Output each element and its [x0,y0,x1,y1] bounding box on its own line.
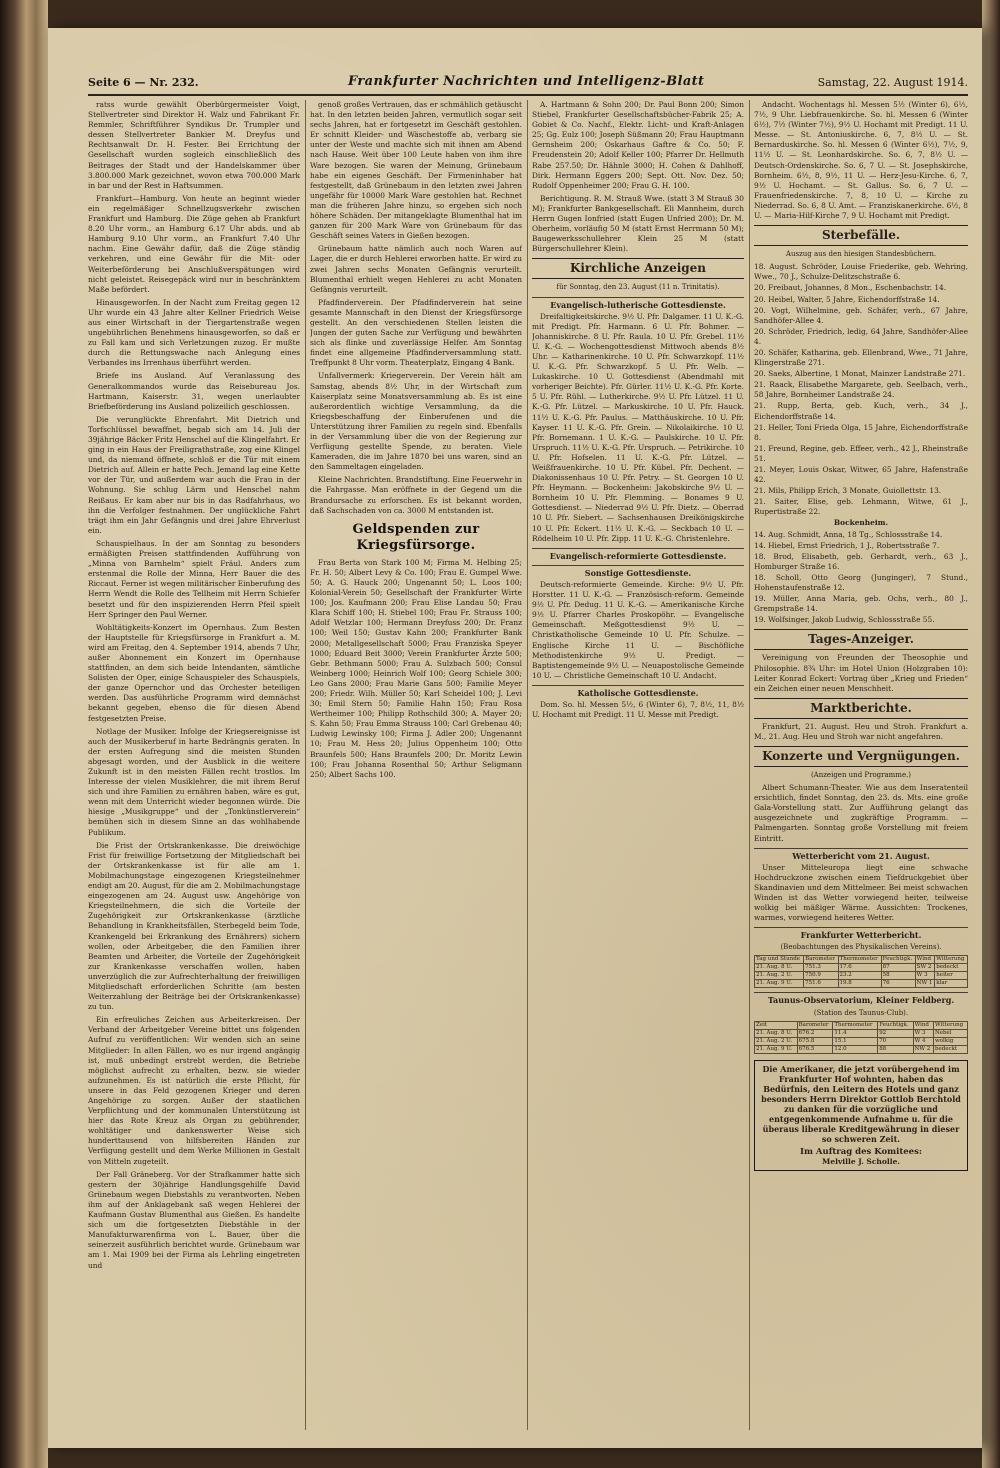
subsection-title: Taunus-Observatorium, Kleiner Feldberg. [754,992,968,1005]
article-paragraph: Briefe ins Ausland. Auf Veranlassung des Generalkommandos wurde das Reisebureau Jos. Hartmann, Kaiserstr. 31, wegen unerlaubter Briefbeförderung ins Ausland polizeilich geschlossen. [88,371,300,411]
death-notice: 20. Freibaut, Johannes, 8 Mon., Eschenbachstr. 14. [754,283,947,293]
death-notice: 21. Raack, Elisabethe Margarete, geb. Seelbach, verh., 58 Jahre, Bornheimer Landstraße 24. [754,380,968,400]
table-cell: 11.4 [833,1029,878,1037]
table-cell: SW 2 [915,964,935,972]
column-3 [532,100,744,1430]
table-row [755,1037,968,1045]
table-cell: Nebel [933,1029,967,1037]
table-cell: wolkig [933,1037,967,1045]
table-cell: 21. Aug. 9 U. [755,980,804,988]
page-number: Seite 6 — Nr. 232. [88,76,199,89]
death-notice: 21. Freund, Regine, geb. Effeer, verh., 42 J., Rheinstraße 51. [754,443,968,463]
column-divider [305,100,306,1430]
subsection-title: Evangelisch-reformierte Gottesdienste. [532,548,744,561]
section-title-tages-anzeiger: Tages-Anzeiger. [754,629,968,650]
church-listing: Dreifaltigkeitskirche. 9½ U. Pfr. Dalgamer. 11 U. K.-G. mit Predigt. Pfr. Harmann. 6 U. Pfr. Bohmer. — Johanniskirche. 8 U. Pfr. Raula. 10 U. Pfr. Grebel. 11½ U. K.-G. — Wochengottesdienst Mittwoch abends 8½ Uhr. — Katharinenkirche. 10 U. Pfr. Schwarzkopf. 11½ U. K.-G. Pfr. Schwarzkopf. 5 U. Pfr. Welb. — Lukaskirche. 10 U. Gottesdienst (Abendmahl mit vorheriger Beichte). Pfr. Gürler. 11½ U. K.-G. Pfr. Korte. 5 U. Pfr. Rühl. — Lutherkirche. 9½ U. Pfr. Lützel. 11 U. K.-G. Pfr. Lützel. — Markuskirche. 10 U. Pfr. Hauck. 11½ U. K.-G. Pfr. Paulus. — Matthäuskirche. 10 U. Pfr. Kayser. 11 U. K.-G. Pfr. Grein. — Nikolaikirche. 10 U. Pfr. Bornemann. 1 U. K.-G. — Paulskirche. 10 U. Pfr. Urspruch. 11½ U. K.-G. Pfr. Urspruch. — Petrikirche. 10 U. Pfr. Hofselen. 11 U. K.-G. Pfr. Lützel. — Weißfrauenkirche. 10 U. Pfr. Kübel. Pfr. Dechent. — Diakonissenhaus 10 U. Pfr. Petry. — St. Georgen 10 U. Pfr. Heymann. — Bockenheim: Jakobskirche 9½ U. — Bornheim 10 U. Pfr. Flemming. — Bonames 9 U. Gottesdienst. — Niederrad 9½ U. Pfr. Dietz. — Oberrad 10 U. Pfr. Siebert. — Sachsenhausen Dreikönigskirche 10 U. Pfr. Eckert. 11½ U. K.-G. — Seckbach 10 U. — Rödelheim 10 U. Pfr. Zipp. 11 U. K.-G. Christenlehre. [532,311,744,543]
death-notice: 18. Scholl, Otto Georg (Junginger), 7 Stund., Hohenstaufenstraße 12. [754,572,968,593]
table-cell: W 3 [915,972,935,980]
table-row [755,964,968,972]
table-cell: 21. Aug. 2 U. [755,972,804,980]
death-notice: 21. Mils, Philipp Erich, 3 Monate, Guiollettstr. 13. [754,486,942,496]
church-listing: Deutsch-reformierte Gemeinde. Kirche: 9½ U. Pfr. Horstter. 11 U. K.-G. — Französisch-reform. Gemeinde 9½ U. Pfr. Dedug. 11 U. K.-G. — Amerikanische Kirche 9½ U. Pfarrer Charles Proskopöhr. — Evangelische Gemeinschaft. Meßgottesdienst 9½ U. — Christkatholische Gemeinde 10 U. Pfr. Schulze. — Englische Kirche 11 U. — Bischöfliche Methodistenkirche 9½ U. Predigt. — Baptistengemeinde 9½ U. — Neuapostolische Gemeinde 10 U. — Christliche Gemeinschaft 10 U. Andacht. [532,579,744,680]
article-paragraph: Die Frist der Ortskrankenkasse. Die dreiwöchige Frist für freiwillige Fortsetzung der Mitgliedschaft bei der Ortskrankenkasse ist für alle am 1. Mobilmachungstage eingezogenen Kriegsteilnehmer endigt am 20. August, für die am 2. Mobilmachungstage eingezogenen am 24. August usw. Angehörige von Kriegsteilnehmern, die sich die Vorteile der Zugehörigkeit zur Ortskrankenkasse (ärztliche Behandlung in Krankheitsfällen, Sterbegeld beim Tode, Krankengeld bei Erkrankung des Ernährers) sichern wollen, oder Arbeitgeber, die den Familien ihrer Beamten und Arbeiter, die Vorteile der Zugehörigkeit zur Krankenkasse verschaffen wollen, haben unverzüglich die zur Aufrechterhaltung der freiwilligen Mitgliedschaft erforderlichen Schritte (am besten Weiterzahlung der Beiträge bei der Ortskrankenkasse) zu tun. [88,840,300,1012]
article-paragraph: Grünebaum hatte nämlich auch noch Waren auf Lager, die er durch Hehlerei erworben hatte. Er wird zu zwei Jahren sechs Monaten Gefängnis verurteilt. Blumenthal erhielt wegen Hehlerei zu acht Monaten Gefängnis verurteilt. [310,244,522,294]
weather-text: Unser Mitteleuropa liegt eine schwache Hochdruckzone zwischen einem Tiefdruckgebiet über Skandinavien und dem Mittelmeer. Bei meist schwachen Winden ist das Wetter vorwiegend heiter, teilweise wolkig bei mäßiger Wärme. Aussichten: Trockenes, warmes, vorwiegend heiteres Wetter. [754,862,968,923]
section-subtitle: (Anzeigen und Programme.) [810,770,912,779]
death-notice: 21. Rupp, Berta, geb. Kuch, verh., 34 J., Eichendorffstraße 14. [754,401,968,421]
table-cell: NW 2 [913,1045,933,1053]
table-cell: 676.2 [797,1029,833,1037]
section-title-kirchliche: Kirchliche Anzeigen [532,258,744,279]
table-cell: 676.5 [797,1045,833,1053]
article-paragraph: Schauspielhaus. In der am Sonntag zu besonders ermäßigten Preisen stattfindenden Aufführung von „Minna von Barnhelm“ spielt Fräul. Anders zum erstenmal die Rolle der Minna, Herr Bauer die des Riccaut. Ferner ist wegen militärischer Einberufung des Herrn Wendt die Rolle des Tellheim mit Herrn Schiefer besetzt und für den inspizierenden Herrn Pfeil spielt Herr Springer den Paul Werner. [88,538,300,619]
table-cell: W 3 [913,1029,933,1037]
subsection-title: Wetterbericht vom 21. August. [754,848,968,861]
section-subtitle: (Station des Taunus-Club). [813,1008,909,1017]
death-notice: 14. Aug. Schmidt, Anna, 18 Tg., Schlossstraße 14. [754,529,943,539]
page-header [88,74,968,94]
column-2 [310,100,522,1430]
article-paragraph: Frankfurt—Hamburg. Von heute an beginnt wieder ein regelmäßiger Schnellzugsverkehr zwischen Frankfurt und Hamburg. Die Züge gehen ab Frankfurt 8.20 Uhr vorm., an Hamburg 6.17 Uhr abds. und ab Hamburg 9.10 Uhr vorm., an Frankfurt 7.40 Uhr nachm. Eine Gewähr dafür, daß die Züge ständig verkehren, und eine Gewähr für die Mit- oder Weiterbeförderung bei Anschlußverspätungen wird nicht geleistet. Reisegepäck wird nur in beschränktem Maße befördert. [88,193,300,294]
section-title-konzerte: Konzerte und Vergnügungen. [754,746,968,767]
column-divider [749,100,750,1430]
table-cell: heiter [935,972,968,980]
death-notice: 14. Hiebel, Ernst Friedrich, 1 J., Robertsstraße 7. [754,540,940,550]
article-paragraph: Unfallvermerk: Kriegerverein. Der Verein hält am Samstag, abends 8½ Uhr, in der Wirtschaft zum Kaiserplatz seine Monatsversammlung ab. Es ist eine außerordentlich wichtige Versammlung, da die Kriegsbeschaffung der Einberufenen und die Unterstützung ihrer Familien zu regeln sind. Ebenfalls in der Versammlung über die von der Regierung zur Verfügung gestellte Spende, zu beraten. Viele Kameraden, die im Jahre 1870 bei uns waren, sind an den Sammeltagen eingeladen. [310,371,522,472]
death-notice: 20. Vogt, Wilhelmine, geb. Schäfer, verh., 67 Jahre, Sandhöfer-Allee 4. [754,305,968,325]
page-edge [982,0,1000,1468]
table-cell: Wind [915,956,935,964]
table-cell: 19.8 [838,980,881,988]
table-cell: Feuchtigk. [881,956,915,964]
table-row [755,972,968,980]
issue-date: Samstag, 22. August 1914. [817,76,968,89]
table-cell: bedeckt [935,964,968,972]
article-paragraph: Hinausgeworfen. In der Nacht zum Freitag gegen 12 Uhr wurde ein 43 Jahre alter Kellner Friedrich Weise aus einer Wirtschaft in der Tiergartenstraße wegen ungebührlichen Benehmens hinausgeworfen, so daß er zu Fall kam und sich Verletzungen zuzog. Er mußte durch die Rettungswache nach Anlegung eines Verbandes ins Irrenhaus überführt werden. [88,297,300,368]
death-notice: 20. Heibel, Walter, 5 Jahre, Eichendorffstraße 14. [754,294,940,304]
section-subtitle: (Beobachtungen des Physikalischen Vereins). [780,943,942,952]
subsection-title: Evangelisch-lutherische Gottesdienste. [532,297,744,310]
death-notice: 18. Brod, Elisabeth, geb. Gerhardt, verh., 63 J., Homburger Straße 16. [754,551,968,571]
column-1 [88,100,300,1430]
ad-signatory: Melville J. Scholle. [822,1156,900,1166]
table-cell: Witterung [933,1021,967,1029]
table-cell: Thermometer [838,956,881,964]
table-cell: NW 1 [915,980,935,988]
table-cell: W 4 [913,1037,933,1045]
table-cell: 15.1 [833,1037,878,1045]
table-cell: 76 [881,980,915,988]
death-notice: 19. Müller, Anna Maria, geb. Ochs, verh., 80 J., Grempstraße 14. [754,594,968,614]
column-4 [754,100,968,1430]
table-cell: 58 [881,972,915,980]
death-notice-list [754,262,968,625]
article-paragraph: Ein erfreuliches Zeichen aus Arbeiterkreisen. Der Verband der Arbeitgeber Vereine bittet uns folgenden Aufruf zu veröffentlichen: Wir wenden sich an seine Mitglieder: In allen Fällen, wo es nur irgend angängig ist, muß unbedingt erstrebt werden, die Betriebe möglichst aufrecht zu erhalten, bezw. sie wieder aufzunehmen. Es ist natürlich die erste Pflicht, für unsere in das Feld gezogenen Krieger und deren Angehörige zu sorgen. Außer der staatlichen Verpflichtung und der kommunalen Unterstützung ist hier das Rote Kreuz als Organ zu gebührender, wohltätiger und dankenswerter Weise sich hunderttausend von hilfsbereiten Händen zur Verfügung gestellt und dem Werke Millionen in Gestalt von Mitteln zugeteilt. [88,1015,300,1166]
death-notice: 19. Wolfsinger, Jakob Ludwig, Schlossstraße 55. [754,615,935,625]
death-notice: 20. Saeks, Albertine, 1 Monat, Mainzer Landstraße 271. [754,369,966,379]
market-report: Frankfurt, 21. August. Heu und Stroh. Frankfurt a. M., 21. Aug. Heu und Stroh war nicht angefahren. [754,721,968,741]
article-paragraph: Der Fall Gräneberg. Vor der Strafkammer hatte sich gestern der 30jährige Handlungsgehilfe David Grünebaum wegen Diebstahls zu verantworten. Neben ihm auf der Anklagebank saß wegen Hehlerei der Kaufmann Gustav Blumenthal aus Gießen. Es handelte sich um die fortgesetzten Diebstähle in der Manufakturwarenfirma von L. Bauer, über die seinerzeit ausführlich berichtet wurde. Grünebaum war am 1. Mai 1909 bei der Firma als Lehrling eingetreten und [88,1169,300,1270]
table-cell: 21. Aug. 2 U. [755,1037,798,1045]
weather-table-frankfurt [754,955,968,988]
table-cell: 70 [878,1037,913,1045]
table-cell: 87 [881,964,915,972]
donation-list: Frau Berta von Stark 100 M; Firma M. Helbing 25; Fr. H. 50; Albert Levy & Co. 100; Frau E. Gumpel Wwe. 50; A. G. Hauck 200; Ungenannt 50; L. Loos 100; Kolonial-Verein 50; Gesellschaft der Frankfurter Wirte 100; Jos. Kaufmann 200; Frau Elise Landau 50; Frau Klara Schiff 100; H. Stiebel 100; Frau Fr. Strauss 100; Adolf Wetzlar 100; Hermann Dreyfuss 200; Dr. Franz 100; Weil 150; Gustav Kahn 200; Frankfurter Bank 2000; Metallgesellschaft 5000; Frau Franziska Speyer 1000; Eduard Beit 3000; Verein Frankfurter Ärzte 500; Gebr. Bethmann 5000; Frau A. Sulzbach 500; Consul Weinberg 1000; Heinrich Wolf 100; Georg Schiele 300; Leo Gans 2000; Frau Marie Gans 500; Familie Meyer 200; Friedr. Wilh. Müller 50; Karl Scheidel 100; J. Levi 30; Emil Stern 50; Familie Hahn 150; Frau Rosa Wertheimer 100; Philipp Rothschild 300; A. Mayer 20; S. Kahn 50; Frau Emma Strauss 100; Carl Grebenau 40; Ludwig Lewinsky 100; Firma J. Adler 200; Ungenannt 10; Frau M. Hess 20; Julius Oppenheim 100; Otto Braunfels 500; Hans Braunfels 200; Dr. Moritz Lewin 100; Frau Johanna Rosenthal 50; Arthur Seligmann 250; Albert Sachs 100. [310,557,522,779]
header-rule [88,94,968,96]
subsection-title: Katholische Gottesdienste. [532,685,744,698]
table-row [755,956,968,964]
death-notice: 20. Schröder, Friedrich, ledig, 64 Jahre, Sandhöfer-Allee 4. [754,326,968,346]
table-row [755,1021,968,1029]
table-cell: 92 [878,1029,913,1037]
table-cell: Thermometer [833,1021,878,1029]
table-row [755,1045,968,1053]
table-cell: 88 [878,1045,913,1053]
table-cell: bedeckt [933,1045,967,1053]
masthead-title: Frankfurter Nachrichten und Intelligenz-Blatt [348,74,705,89]
table-cell: 751.6 [804,980,838,988]
newspaper-page [48,28,982,1448]
article-paragraph: Kleine Nachrichten. Brandstiftung. Eine Feuerwehr in die Fahrgasse. Man eröffnete in der Gegend um die Brandursache zu erforschen. Es ist bekannt worden, daß Sachschaden von ca. 3000 M entstanden ist. [310,475,522,515]
table-row [755,980,968,988]
donation-list: A. Hartmann & Sohn 200; Dr. Paul Bonn 200; Simon Stiebel, Frankfurter Gesellschaftsbücher-Fabrik 25; A. Gobiet & Co. Nachf., Elektr. Licht- und Kraft-Anlagen 25; Gg. Eulz 100; Joseph Süßmann 20; Frau Hauptmann Gernsheim 200; Oskarhaus Gaftre & Co. 50; F. Freudenstein 20; Adolf Keller 100; Pfarrer Dr. Hellmuth Rabe 257.50; Dr. Hähnle 3000; H. Cohen & Dahlhoff, Dirk. Hermann Eggers 200; Sept. Ott. Nov. Dez. 50; Rudolf Oppenheimer 200; Frau G. H. 100. [532,100,744,190]
death-notice: 21. Heller, Toni Frieda Olga, 15 Jahre, Eichendorffstraße 8. [754,422,968,442]
table-cell: Witterung [935,956,968,964]
death-notice: 21. Saiter, Elise, geb. Lehmann, Witwe, 61 J., Rupertistraße 22. [754,497,968,517]
subsection-title: Sonstige Gottesdienste. [532,565,744,578]
section-title-geldspenden: Geldspenden zur Kriegsfürsorge. [352,521,480,553]
section-title-marktberichte: Marktberichte. [754,698,968,719]
table-cell: Barometer [797,1021,833,1029]
death-notice: Bockenheim. [833,518,889,528]
table-cell: klar [935,980,968,988]
table-cell: 12.0 [833,1045,878,1053]
church-listing: Dom. So. hl. Messen 5½, 6 (Winter 6), 7, 8½, 11, 8½ U. Hochamt mit Predigt. 11 U. Messe mit Predigt. [532,699,744,720]
ad-signature-line: Im Auftrag des Komitees: [799,1146,923,1157]
section-subtitle: Auszug aus den hiesigen Standesbüchern. [785,250,937,259]
article-paragraph: Wohltätigkeits-Konzert im Opernhaus. Zum Besten der Hauptstelle für Kriegsfürsorge in Frankfurt a. M. wird am Freitag, den 4. September 1914, abends 7 Uhr, außer Abonnement ein Konzert im Opernhause stattfinden, an dem sich beide Intendanten, sämtliche Solisten der Oper, einige Schauspieler des Schauspiels, der ganze Opernchor und das Orchester beteiligen werden. Das ausführliche Programm wird demnächst bekannt gegeben, ebenso die für diesen Abend festgesetzten Preise. [88,622,300,723]
death-notice: 18. August. Schröder, Louise Friederike, geb. Wehring, Wwe., 70 J., Schulze-Delitzschstraße 6. [754,262,968,282]
book-binding [0,0,48,1468]
table-row [755,1029,968,1037]
article-paragraph: Die verunglückte Ehrenfahrt. Mit Dietrich und Torfschlüssel bewaffnet, begab sich am 14. Juli der 39jährige Bäcker Fritz Henschel auf die Klingelfahrt. Er ging in ein Haus der Freiligrathstraße, zog eine Klingel und, da niemand öffnete, schloß er die Tür mit einem Dietrich auf. Allein er hatte Pech. Jemand lag eine Kette vor der Tür, und außerdem war auch die Frau in der Wohnung. Sie schlug Lärm und Henschel nahm Reißaus. Er kam aber nur bis in das Radfahrhaus, wo ihn die Verfolger festnahmen. Der unglückliche Fahrt trägt ihm ein Jahr Gefängnis und drei Jahre Ehrverlust ein. [88,414,300,535]
subsection-title: Frankfurter Wetterbericht. [754,927,968,940]
table-cell: Feuchtigk. [878,1021,913,1029]
table-cell: 751.3 [804,964,838,972]
article-paragraph: Pfadfinderverein. Der Pfadfinderverein hat seine gesamte Mannschaft in den Dienst der Kriegsfürsorge gestellt. An den verschiedenen Stellen leisten die Jungen der guten Sache zur Verfügung und bewährten sich als flinke und zuverlässige Helfer. Am Sonntag findet eine allgemeine Pfadfinderversammlung statt. Treffpunkt 8 Uhr vorm. Theaterplatz, Eingang 4 Bank. [310,297,522,368]
table-cell: Wind [913,1021,933,1029]
correction-notice: Berichtigung. R. M. Strauß Wwe. (statt 3 M Strauß 30 M); Frankfurter Bankgesellschaft. Eli Mannheim, durch Herrn Gugen Ionfried (statt Eugen Unfried 200); Dr. M. Oberheim, vorläufig 50 M (statt Ernst Herrmann 50 M); Baugewerksschullehrer Klein 25 M (statt Bürgerschullehrer Klein). [532,193,744,254]
article-paragraph: ratss wurde gewählt Oberbürgermeister Voigt, Stellvertreter sind Direktor H. Walz und Fabrikant Fr. Remmler, Schriftführer Syndikus Dr. Trumpler und dessen Stellvertreter Bankier M. Dreyfus und Rechtsanwalt Dr. H. Fester. Bei Errichtung der Gesellschaft wurden sogleich einschließlich des Beitrages der Stadt und der Handelskammer über 3.800.000 Mark gezeichnet, wovon etwa 700.000 Mark in bar und der Rest in Haftsummen. [88,100,300,190]
weather-table-taunus [754,1021,968,1054]
advertisement-box [754,1060,968,1171]
table-cell: Tag und Stunde [755,956,804,964]
table-cell: 750.9 [804,972,838,980]
death-notice: 21. Meyer, Louis Oskar, Witwer, 65 Jahre, Hafenstraße 42. [754,465,968,485]
table-cell: 23.2 [838,972,881,980]
article-paragraph: genoß großes Vertrauen, das er schmählich getäuscht hat. In den letzten beiden Jahren, vermutlich sogar seit sechs Jahren, hat er fortgesetzt im Geschäft gestohlen. Er schnitt Kleider- und Wäschestoffe ab, verbarg sie unter der Weste und machte sich mit ihnen am Abend nach Hause. Weit über 100 Leute haben von ihm ihre Ware bezogen. Sie waren der Meinung, Grünebaum habe ein eigenes Geschäft. Der Firmeninhaber hat festgestellt, daß Grünebaum in den letzten zwei Jahren ungefähr für 10000 Mark Ware gestohlen hat. Rechnet man die früheren Jahre hinzu, so ergeben sich noch höhere Schäden. Der mitangeklagte Blumenthal hat im ganzen für 200 Mark Ware von Grünebaum für das Geschäft seines Vaters in Gießen bezogen. [310,100,522,241]
article-paragraph: Notlage der Musiker. Infolge der Kriegsereignisse ist auch der Musikerberuf in harte Bedrängnis geraten. In der ersten Aufregung sind die meisten Stunden abgesagt worden, und der Ausblick in die weitere Zukunft ist in den meisten Fällen recht trostlos. Im Interesse der vielen Musiklehrer, die mit ihrem Beruf sich und ihre Familien zu ernähren haben, wäre es gut, wenn mit dem Unterricht wieder begonnen würde. Die hiesige „Musikgruppe“ und der „Tonkünstlerverein“ bemühen sich in diesem Sinne an das wohlhabende Publikum. [88,726,300,837]
concert-notice: Albert Schumann-Theater. Wie aus dem Inseratenteil ersichtlich, findet Sonntag, den 23. ds. Mts. eine große Gala-Vorstellung statt. Zur Aufführung gelangt das ausgezeichnete und zugkräftige Programm. — Palmengarten. Sonntag große Vorstellung mit freiem Eintritt. [754,783,968,843]
table-cell: 21. Aug. 8 U. [755,1029,798,1037]
table-cell: Zeit [755,1021,798,1029]
table-cell: 21. Aug. 8 U. [755,964,804,972]
church-listing: Andacht. Wochentags hl. Messen 5½ (Winter 6), 6½, 7½, 9 Uhr. Liebfrauenkirche. So. hl. Messen 6 (Winter 6½), 7½ (Winter 7½), 9½ U. Hochamt mit Predigt. 11 U. Messe. — St. Antoniuskirche. 6, 7, 8½ U. — St. Bernarduskirche. So. hl. Messen 6 (Winter 6½), 7½, 9, 11½ U. — St. Leonhardskirche. So. 6, 7, 8½ U. — Deutsch-Ordenskirche. So. 6, 7 U. — St. Josephskirche, Bornheim. 6½, 8, 9½, 11 U. — Herz-Jesu-Kirche. 6, 7, 9½ U. Hochamt. — St. Gallus. So. 6, 7 U. — Frauenfriedenskirche. 7, 8, 10 U. — Kirche zu Niederrad. So. 6, 8 U. Amt. — Franziskanerkirche. 6½, 8 U. — Maria-Hilf-Kirche 7, 9 U. Hochamt mit Predigt. [754,100,968,221]
ad-text: Die Amerikaner, die jetzt vorübergehend im Frankfurter Hof wohnten, haben das Bedürfnis, den Leitern des Hotels und ganz besonders Herrn Direktor Gottlob Berchtold zu danken für die vorzügliche und entgegenkommende Aufnahme u. für die überaus liberale Kreditgewährung in dieser so schweren Zeit. [761,1063,961,1144]
table-cell: Barometer [804,956,838,964]
table-cell: 21. Aug. 9 U. [755,1045,798,1053]
table-cell: 675.8 [797,1037,833,1045]
death-notice: 20. Schäfer, Katharina, geb. Ellenbrand, Wwe., 71 Jahre, Klingerstraße 271. [754,347,968,368]
section-subtitle: für Sonntag, den 23. August (11 n. Trinitatis). [556,283,720,292]
tages-anzeiger-text: Vereinigung von Freunden der Theosophie und Philosophie. 8¾ Uhr: im Hotel Union (Holzgraben 10): Leiter Konrad Eckert: Vortrag über „Krieg und Frieden“ ein Zeichen einer neuen Menschheit. [754,653,968,693]
column-divider [527,100,528,1430]
section-title-sterbefaelle: Sterbefälle. [754,225,968,246]
table-cell: 17.6 [838,964,881,972]
